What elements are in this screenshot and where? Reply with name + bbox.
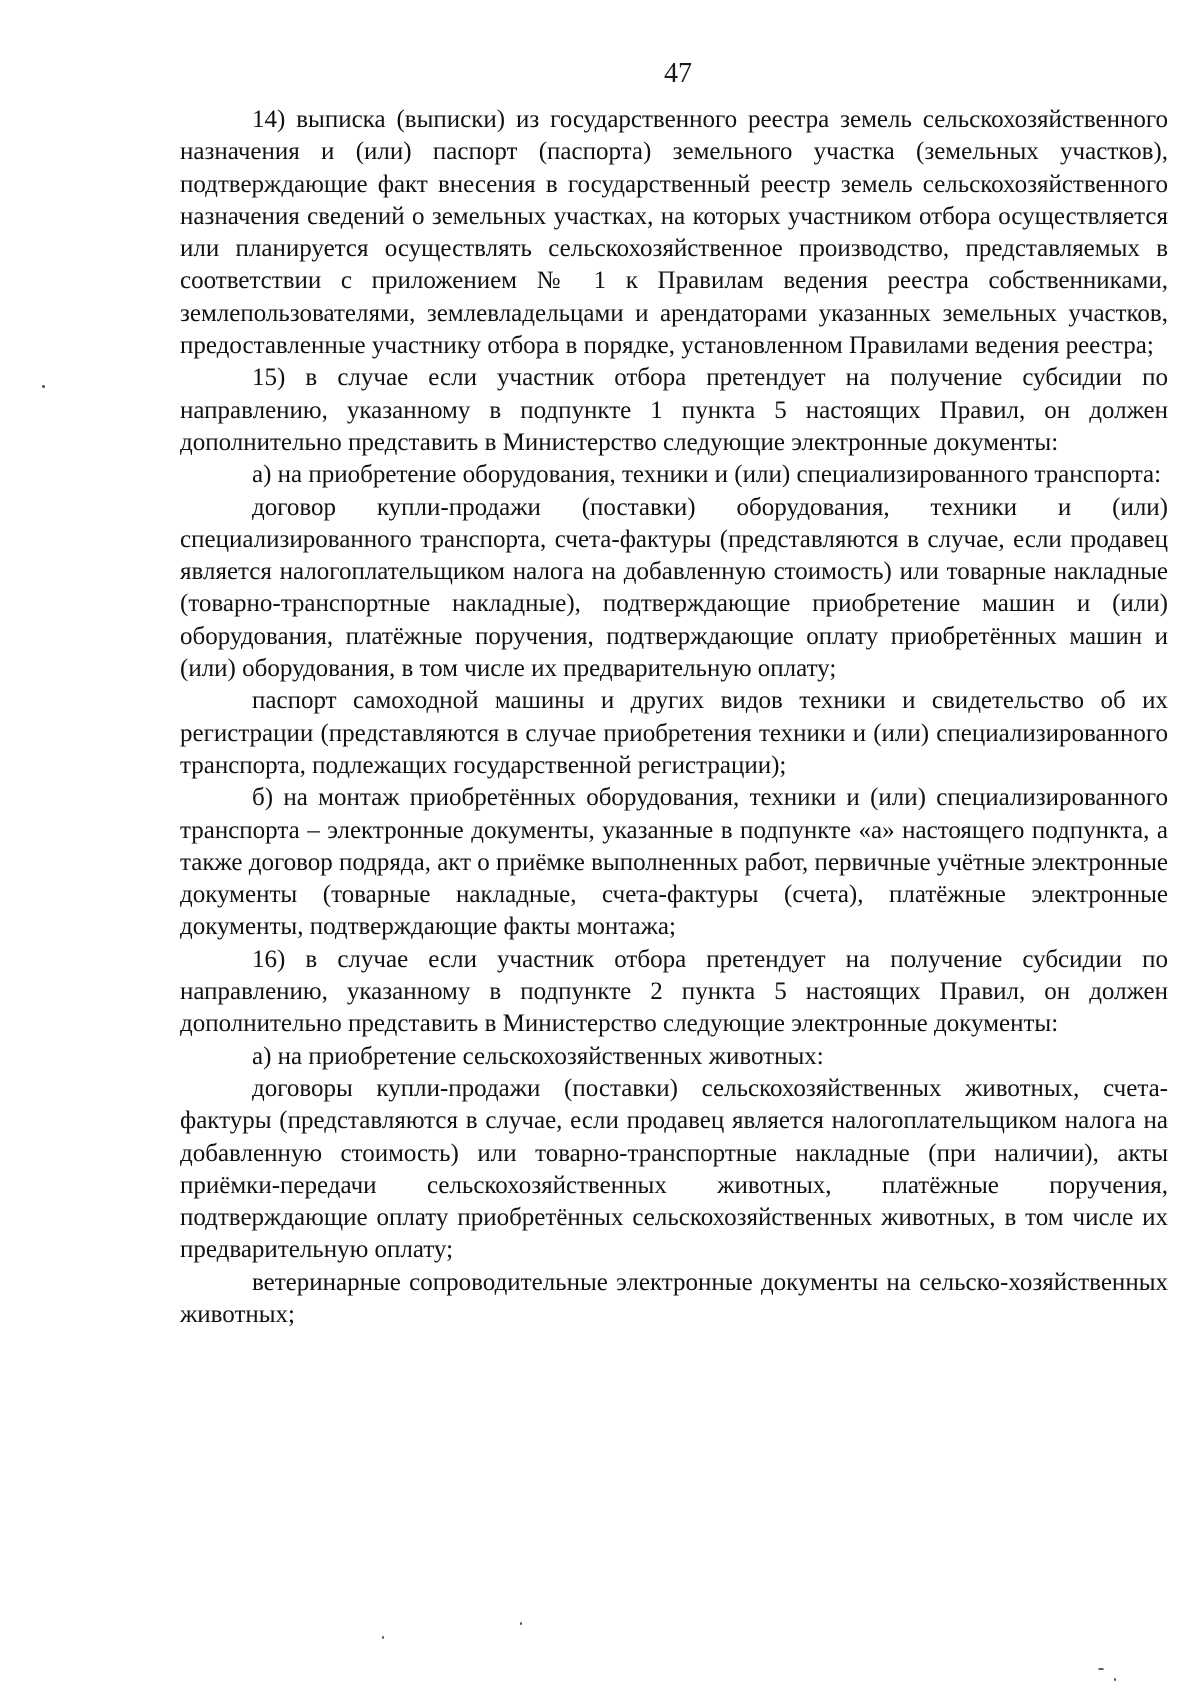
paragraph-16a-contracts: договоры купли-продажи (поставки) сельскохозяйственных животных, счета-фактуры (представляются в случае, если продавец является налогоплательщиком налога на добавленную стоимость) или товарно-транспортные накладные (при наличии), акты приёмки-передачи сельскохозяйственных животных, платёжные поручения, подтверждающие оплату приобретённых сельскохозяйственных животных, в том числе их предварительную оплату; <box>180 1074 1168 1264</box>
paragraph-15a-contract: договор купли-продажи (поставки) оборудования, техники и (или) специализированного транспорта, счета-фактуры (представляются в случае, если продавец является налогоплательщиком налога на добавленную стоимость) или товарные накладные (товарно-транспортные накладные), подтверждающие приобретение машин и (или) оборудования, платёжные поручения, подтверждающие оплату приобретённых машин и (или) оборудования, в том числе их предварительную оплату; <box>180 493 1168 683</box>
paragraph-item-14: 14) выписка (выписки) из государственного реестра земель сельскохозяйственного назначения и (или) паспорт (паспорта) земельного участка (земельных участков), подтверждающие факт внесения в государственный реестр земель сельскохозяйственного назначения сведений о земельных участках, на которых участником отбора осуществляется или планируется осуществлять сельскохозяйственное производство, представляемых в соответствии с приложением № 1 к Правилам ведения реестра собственниками, землепользователями, землевладельцами и арендаторами указанных земельных участков, предоставленные участнику отбора в порядке, установленном Правилами ведения реестра; <box>180 106 1168 360</box>
paragraph-15a: а) на приобретение оборудования, техники и (или) специализированного транспорта: <box>252 461 1162 489</box>
paragraph-15b: б) на монтаж приобретённых оборудования, техники и (или) специализированного транспорта – электронные документы, указанные в подпункте «а» настоящего подпункта, а также договор подряда, акт о приёмке выполненных работ, первичные учётные электронные документы (товарные накладные, счета-фактуры (счета), платёжные электронные документы, подтверждающие факты монтажа; <box>180 784 1168 941</box>
paragraph-16a: а) на приобретение сельскохозяйственных животных: <box>252 1042 824 1070</box>
scan-speck <box>42 385 45 388</box>
scan-speck <box>382 1636 384 1639</box>
paragraph-item-16: 16) в случае если участник отбора претендует на получение субсидии по направлению, указанному в подпункте 2 пункта 5 настоящих Правил, он должен дополнительно представить в Министерство следующие электронные документы: <box>180 945 1168 1038</box>
scan-speck <box>1114 1678 1116 1681</box>
document-body <box>180 104 1168 1331</box>
paragraph-item-15: 15) в случае если участник отбора претендует на получение субсидии по направлению, указанному в подпункте 1 пункта 5 настоящих Правил, он должен дополнительно представить в Министерство следующие электронные документы: <box>180 364 1168 456</box>
scan-speck <box>520 1622 522 1625</box>
paragraph-15a-passport: паспорт самоходной машины и других видов техники и свидетельство об их регистрации (представляются в случае приобретения техники и (или) специализированного транспорта, подлежащих государственной регистрации); <box>180 687 1168 779</box>
paragraph-16a-veterinary: ветеринарные сопроводительные электронные документы на сельско-хозяйственных животных; <box>180 1268 1168 1328</box>
page-number: 47 <box>664 58 692 89</box>
scan-speck <box>1098 1668 1104 1670</box>
